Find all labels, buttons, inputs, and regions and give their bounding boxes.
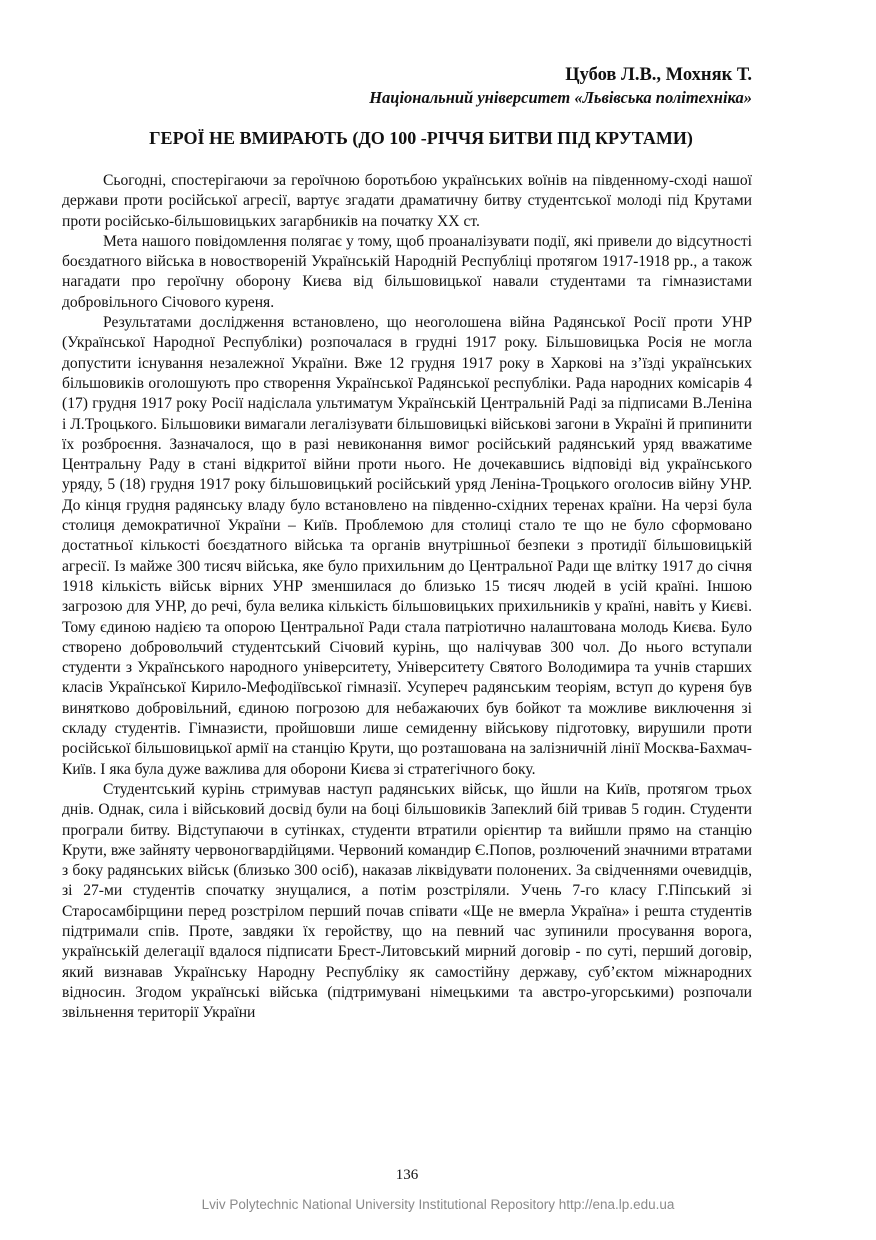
article-title: ГЕРОЇ НЕ ВМИРАЮТЬ (ДО 100 -РІЧЧЯ БИТВИ ПІД КРУТАМИ) bbox=[149, 128, 693, 148]
authors: Цубов Л.В., Мохняк Т. bbox=[565, 65, 752, 85]
paragraph-results: Результатами дослідження встановлено, що неоголошена війна Радянської Росії проти УНР (Української Народної Республіки) розпочалася в грудні 1917 року. Більшовицька Росія не могла допустити існування незалежної України. Вже 12 грудня 1917 року в Харкові на з’їзді українських більшовиків оголошують про створення Української Радянської республіки. Рада народних комісарів 4 (17) грудня 1917 року Росії надіслала ультиматум Українській Центральній Раді за підписами В.Леніна і Л.Троцького. Більшовики вимагали легалізувати більшовицькі військові загони в Україні й припинити їх розброєння. Зазначалося, що в разі невиконання вимог російський радянський уряд вважатиме Центральну Раду в стані відкритої війни проти нього. Не дочекавшись відповіді від українського уряду, 5 (18) грудня 1917 року більшовицький російський уряд Леніна-Троцького оголосив війну УНР. До кінця грудня радянську владу було встановлено на південно-східних теренах країни. На черзі була столиця демократичної України – Київ. Проблемою для столиці стало те що не було сформовано достатньої кількості боєздатного війська та органів внутрішньої безпеки з протидії більшовицькій агресії. Із майже 300 тисяч війська, яке було прихильним до Центральної Ради ще влітку 1917 до січня 1918 кількість військ вірних УНР зменшилася до близько 15 тисяч людей в усій країні. Іншою загрозою для УНР, до речі, була велика кількість більшовицьких прихильників у країні, навіть у Києві. Тому єдиною надією та опорою Центральної Ради стала патріотично налаштована молодь Києва. Було створено добровольчий студентський Січовий курінь, що налічував 300 чол. До нього вступали студенти з Українського народного університету, Університету Святого Володимира та учнів старших класів Української Кирило-Мефодіївської гімназії. Усупереч радянським теоріям, вступ до куреня був винятково добровільний, єдиною погрозою для небажаючих був бойкот та можливе виключення зі складу студентів. Гімназисти, пройшовши лише семиденну військову підготовку, вирушили проти російської більшовицької армії на станцію Крути, що розташована на залізничній лінії Москва-Бахмач-Київ. І яка була дуже важлива для оборони Києва зі стратегічного боку. bbox=[62, 314, 752, 778]
paragraph-intro: Сьогодні, спостерігаючи за героїчною боротьбою українських воїнів на південному-сході нашої держави проти російської агресії, вартує згадати драматичну битву студентської молоді під Крутами проти російсько-більшовицьких загарбників на початку ХХ ст. bbox=[62, 172, 752, 230]
page-number: 136 bbox=[395, 1167, 419, 1183]
paragraph-battle: Студентський курінь стримував наступ радянських військ, що йшли на Київ, протягом трьох днів. Однак, сила і військовий досвід були на боці більшовиків Запеклий бій тривав 5 годин. Студенти програли битву. Відступаючи в сутінках, студенти втратили орієнтир та вийшли прямо на станцію Крути, вже зайняту червоногвардійцями. Червоний командир Є.Попов, розлючений значними втратами з боку радянських військ (близько 300 осіб), наказав ліквідувати полонених. За свідченнями очевидців, зі 27-ми студентів спочатку знущалися, а потім розстріляли. Учень 7-го класу Г.Піпський зі Старосамбірщини перед розстрілом перший почав співати «Ще не вмерла Україна» і решта студентів підтримали спів. Проте, завдяки їх геройству, що на певний час зупинили просування ворога, українській делегації вдалося підписати Брест-Литовський мирний договір - по суті, перший договір, який визнавав Українську Народну Республіку як самостійну державу, суб’єктом міжнародних відносин. Згодом українські війська (підтримувані німецькими та австро-угорськими) розпочали звільнення території України bbox=[62, 780, 752, 1022]
affiliation: Національний університет «Львівська політехніка» bbox=[369, 88, 752, 107]
repository-footer: Lviv Polytechnic National University Institutional Repository http://ena.lp.edu.ua bbox=[201, 1197, 675, 1212]
article-body bbox=[62, 171, 752, 1023]
paragraph-aim: Мета нашого повідомлення полягає у тому, щоб проаналізувати події, які привели до відсутності боєздатного війська в новоствореній Українській Народній Республіці протягом 1917-1918 рр., а також нагадати про героїчну оборону Києва від більшовицької навали студентами та гімназистами добровільного Січового куреня. bbox=[62, 232, 752, 311]
